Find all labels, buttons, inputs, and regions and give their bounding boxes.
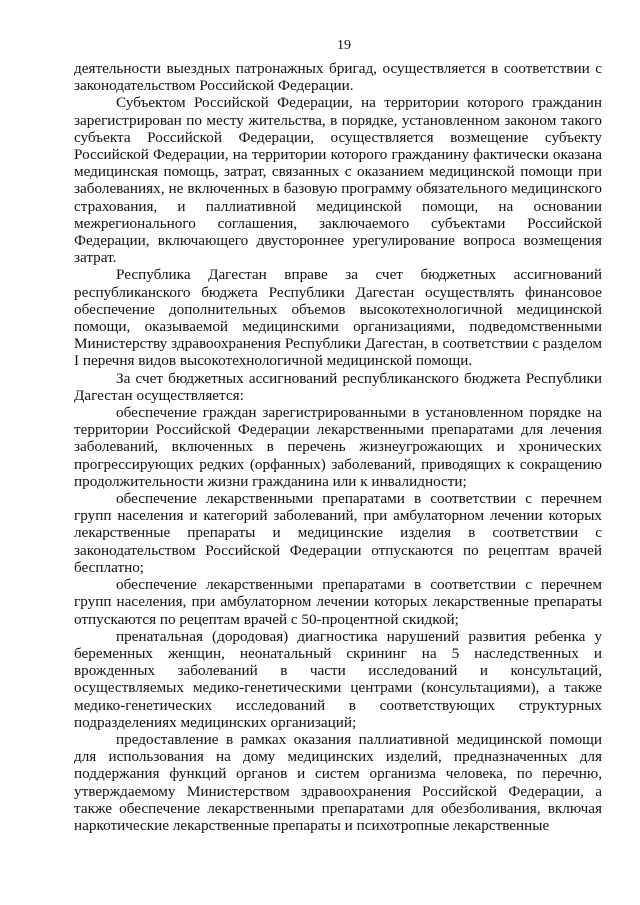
paragraph-3: Республика Дагестан вправе за счет бюджетных ассигнований республиканского бюджета Республики Дагестан осуществлять финансовое обеспечение дополнительных объемов высокотехнологичной медицинской помощи, оказываемой медицинскими организациями, подведомственными Министерству здравоохранения Республики Дагестан, в соответствии с разделом I перечня видов высокотехнологичной медицинской помощи. — [74, 266, 602, 370]
paragraph-1: деятельности выездных патронажных бригад, осуществляется в соответствии с законодательством Российской Федерации. — [74, 60, 602, 95]
paragraph-2: Субъектом Российской Федерации, на территории которого гражданин зарегистрирован по месту жительства, в порядке, установленном законом такого субъекта Российской Федерации, осуществляется возмещение субъекту Российской Федерации, на территории которого гражданину фактически оказана медицинская помощь, затрат, связанных с оказанием медицинской помощи при заболеваниях, не включенных в базовую программу обязательного медицинского страхования, и паллиативной медицинской помощи, на основании межрегионального соглашения, заключаемого субъектами Российской Федерации, включающего двустороннее урегулирование вопроса возмещения затрат. — [74, 94, 602, 267]
page-number: 19 — [337, 38, 351, 53]
paragraph-5: обеспечение граждан зарегистрированными в установленном порядке на территории Российской Федерации лекарственными препаратами для лечения заболеваний, включенных в перечень жизнеугрожающих и хронических прогрессирующих редких (орфанных) заболеваний, приводящих к сокращению продолжительности жизни гражданина или к инвалидности; — [74, 404, 602, 490]
paragraph-6: обеспечение лекарственными препаратами в соответствии с перечнем групп населения и категорий заболеваний, при амбулаторном лечении которых лекарственные препараты и медицинские изделия в соответствии с законодательством Российской Федерации отпускаются по рецептам врачей бесплатно; — [74, 490, 602, 576]
paragraph-8: пренатальная (дородовая) диагностика нарушений развития ребенка у беременных женщин, неонатальный скрининг на 5 наследственных и врожденных заболеваний в части исследований и консультаций, осуществляемых медико-генетическими центрами (консультациями), а также медико-генетических исследований в соответствующих структурных подразделениях медицинских организаций; — [74, 627, 602, 731]
paragraph-9: предоставление в рамках оказания паллиативной медицинской помощи для использования на дому медицинских изделий, предназначенных для поддержания функций органов и систем организма человека, по перечню, утверждаемому Министерством здравоохранения Российской Федерации, а также обеспечение лекарственными препаратами для обезболивания, включая наркотические лекарственные препараты и психотропные лекарственные — [74, 730, 602, 834]
paragraph-4: За счет бюджетных ассигнований республиканского бюджета Республики Дагестан осуществляется: — [74, 369, 602, 404]
paragraph-7: обеспечение лекарственными препаратами в соответствии с перечнем групп населения, при амбулаторном лечении которых лекарственные препараты отпускаются по рецептам врачей с 50-процентной скидкой; — [74, 576, 602, 628]
